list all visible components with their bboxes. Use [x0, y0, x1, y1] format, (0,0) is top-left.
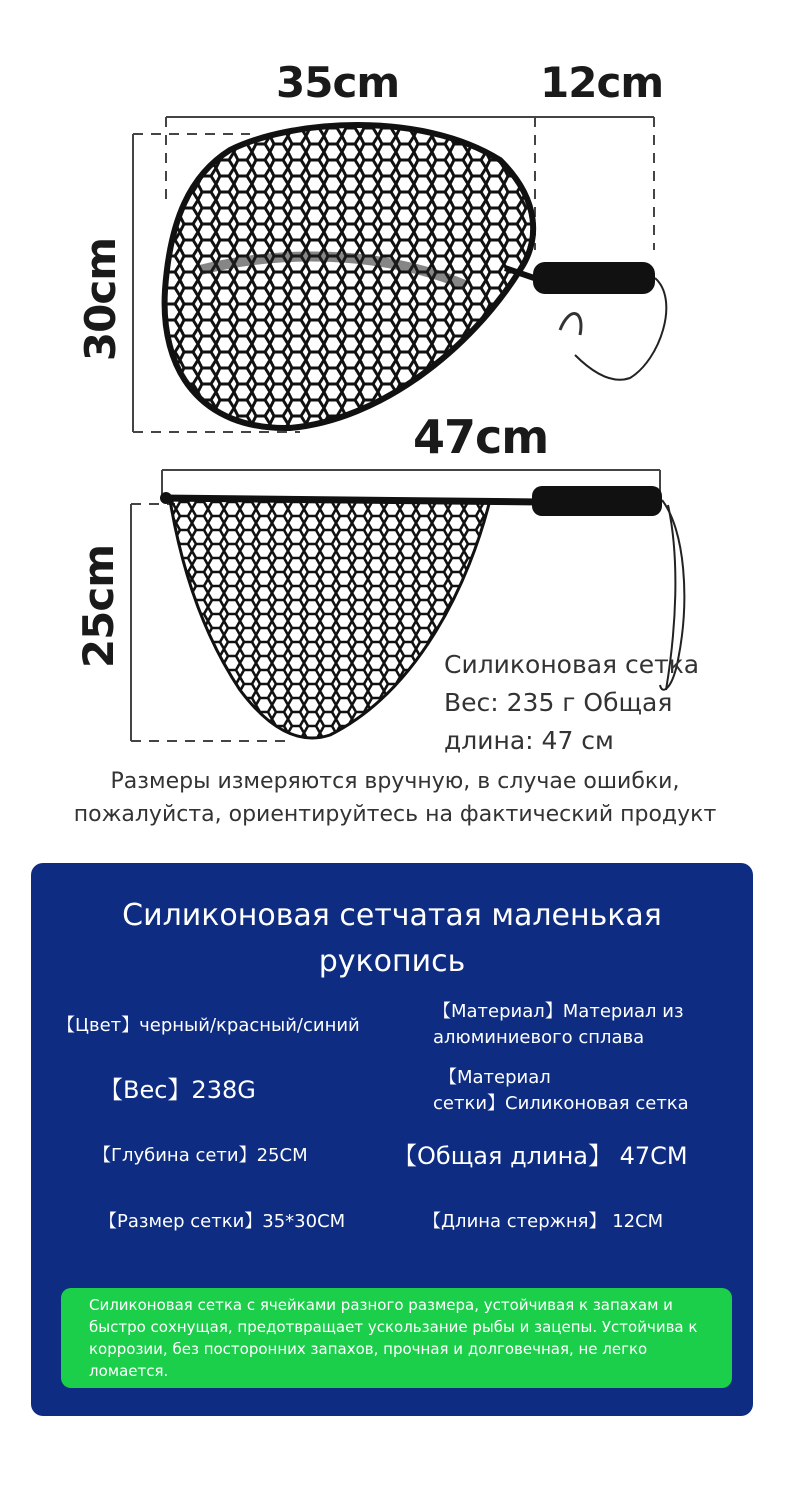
panel-title-line-1: Силиконовая сетчатая маленькая — [122, 898, 662, 933]
caption-line-3: длина: 47 см — [444, 726, 614, 755]
disclaimer-line-1: Размеры измеряются вручную, в случае ошибки, — [110, 769, 680, 794]
handle-dimension-label: 12cm — [540, 58, 664, 107]
spec-net-size: 【Размер сетки】35*30CM — [99, 1211, 346, 1232]
panel-title — [31, 893, 753, 985]
net-handle-top — [505, 262, 666, 380]
product-caption — [444, 646, 744, 760]
description-text: Силиконовая сетка с ячейками разного размера, устойчивая к запахам и быстро сохнущая, предотвращает ускользание рыбы и зацепы. Устойчива к коррозии, без посторонних запахов, прочная и долговечная, не легко ломается. — [89, 1296, 698, 1380]
spec-material-line-2: алюминиевого сплава — [433, 1027, 645, 1048]
measurement-disclaimer — [0, 765, 790, 831]
spec-rod-length: 【Длина стержня】 12CM — [423, 1211, 664, 1232]
disclaimer-line-2: пожалуйста, ориентируйтесь на фактический продукт — [73, 802, 717, 827]
spec-total-length: 【Общая длина】 47CM — [393, 1142, 688, 1170]
spec-net-material — [433, 1065, 689, 1117]
spec-color: 【Цвет】черный/красный/синий — [57, 1015, 360, 1036]
net-mesh-top — [150, 100, 550, 440]
spec-net-depth: 【Глубина сети】25CM — [93, 1145, 308, 1166]
length-dimension-label: 47cm — [413, 410, 549, 464]
spec-weight: 【Вес】238G — [99, 1076, 256, 1104]
description-callout — [61, 1288, 732, 1388]
caption-line-2: Вес: 235 г Общая — [444, 688, 673, 717]
caption-line-1: Силиконовая сетка — [444, 650, 700, 679]
spec-material — [433, 999, 684, 1051]
spec-material-line-1: 【Материал】Материал из — [433, 1001, 684, 1022]
spec-net-material-line-2: сетки】Силиконовая сетка — [433, 1093, 689, 1114]
spec-net-material-line-1: 【Материал — [439, 1067, 551, 1088]
height-dimension-label: 30cm — [76, 238, 125, 362]
depth-dimension-label: 25cm — [74, 545, 123, 669]
panel-title-line-2: рукопись — [318, 944, 466, 979]
width-dimension-label: 35cm — [276, 58, 400, 107]
